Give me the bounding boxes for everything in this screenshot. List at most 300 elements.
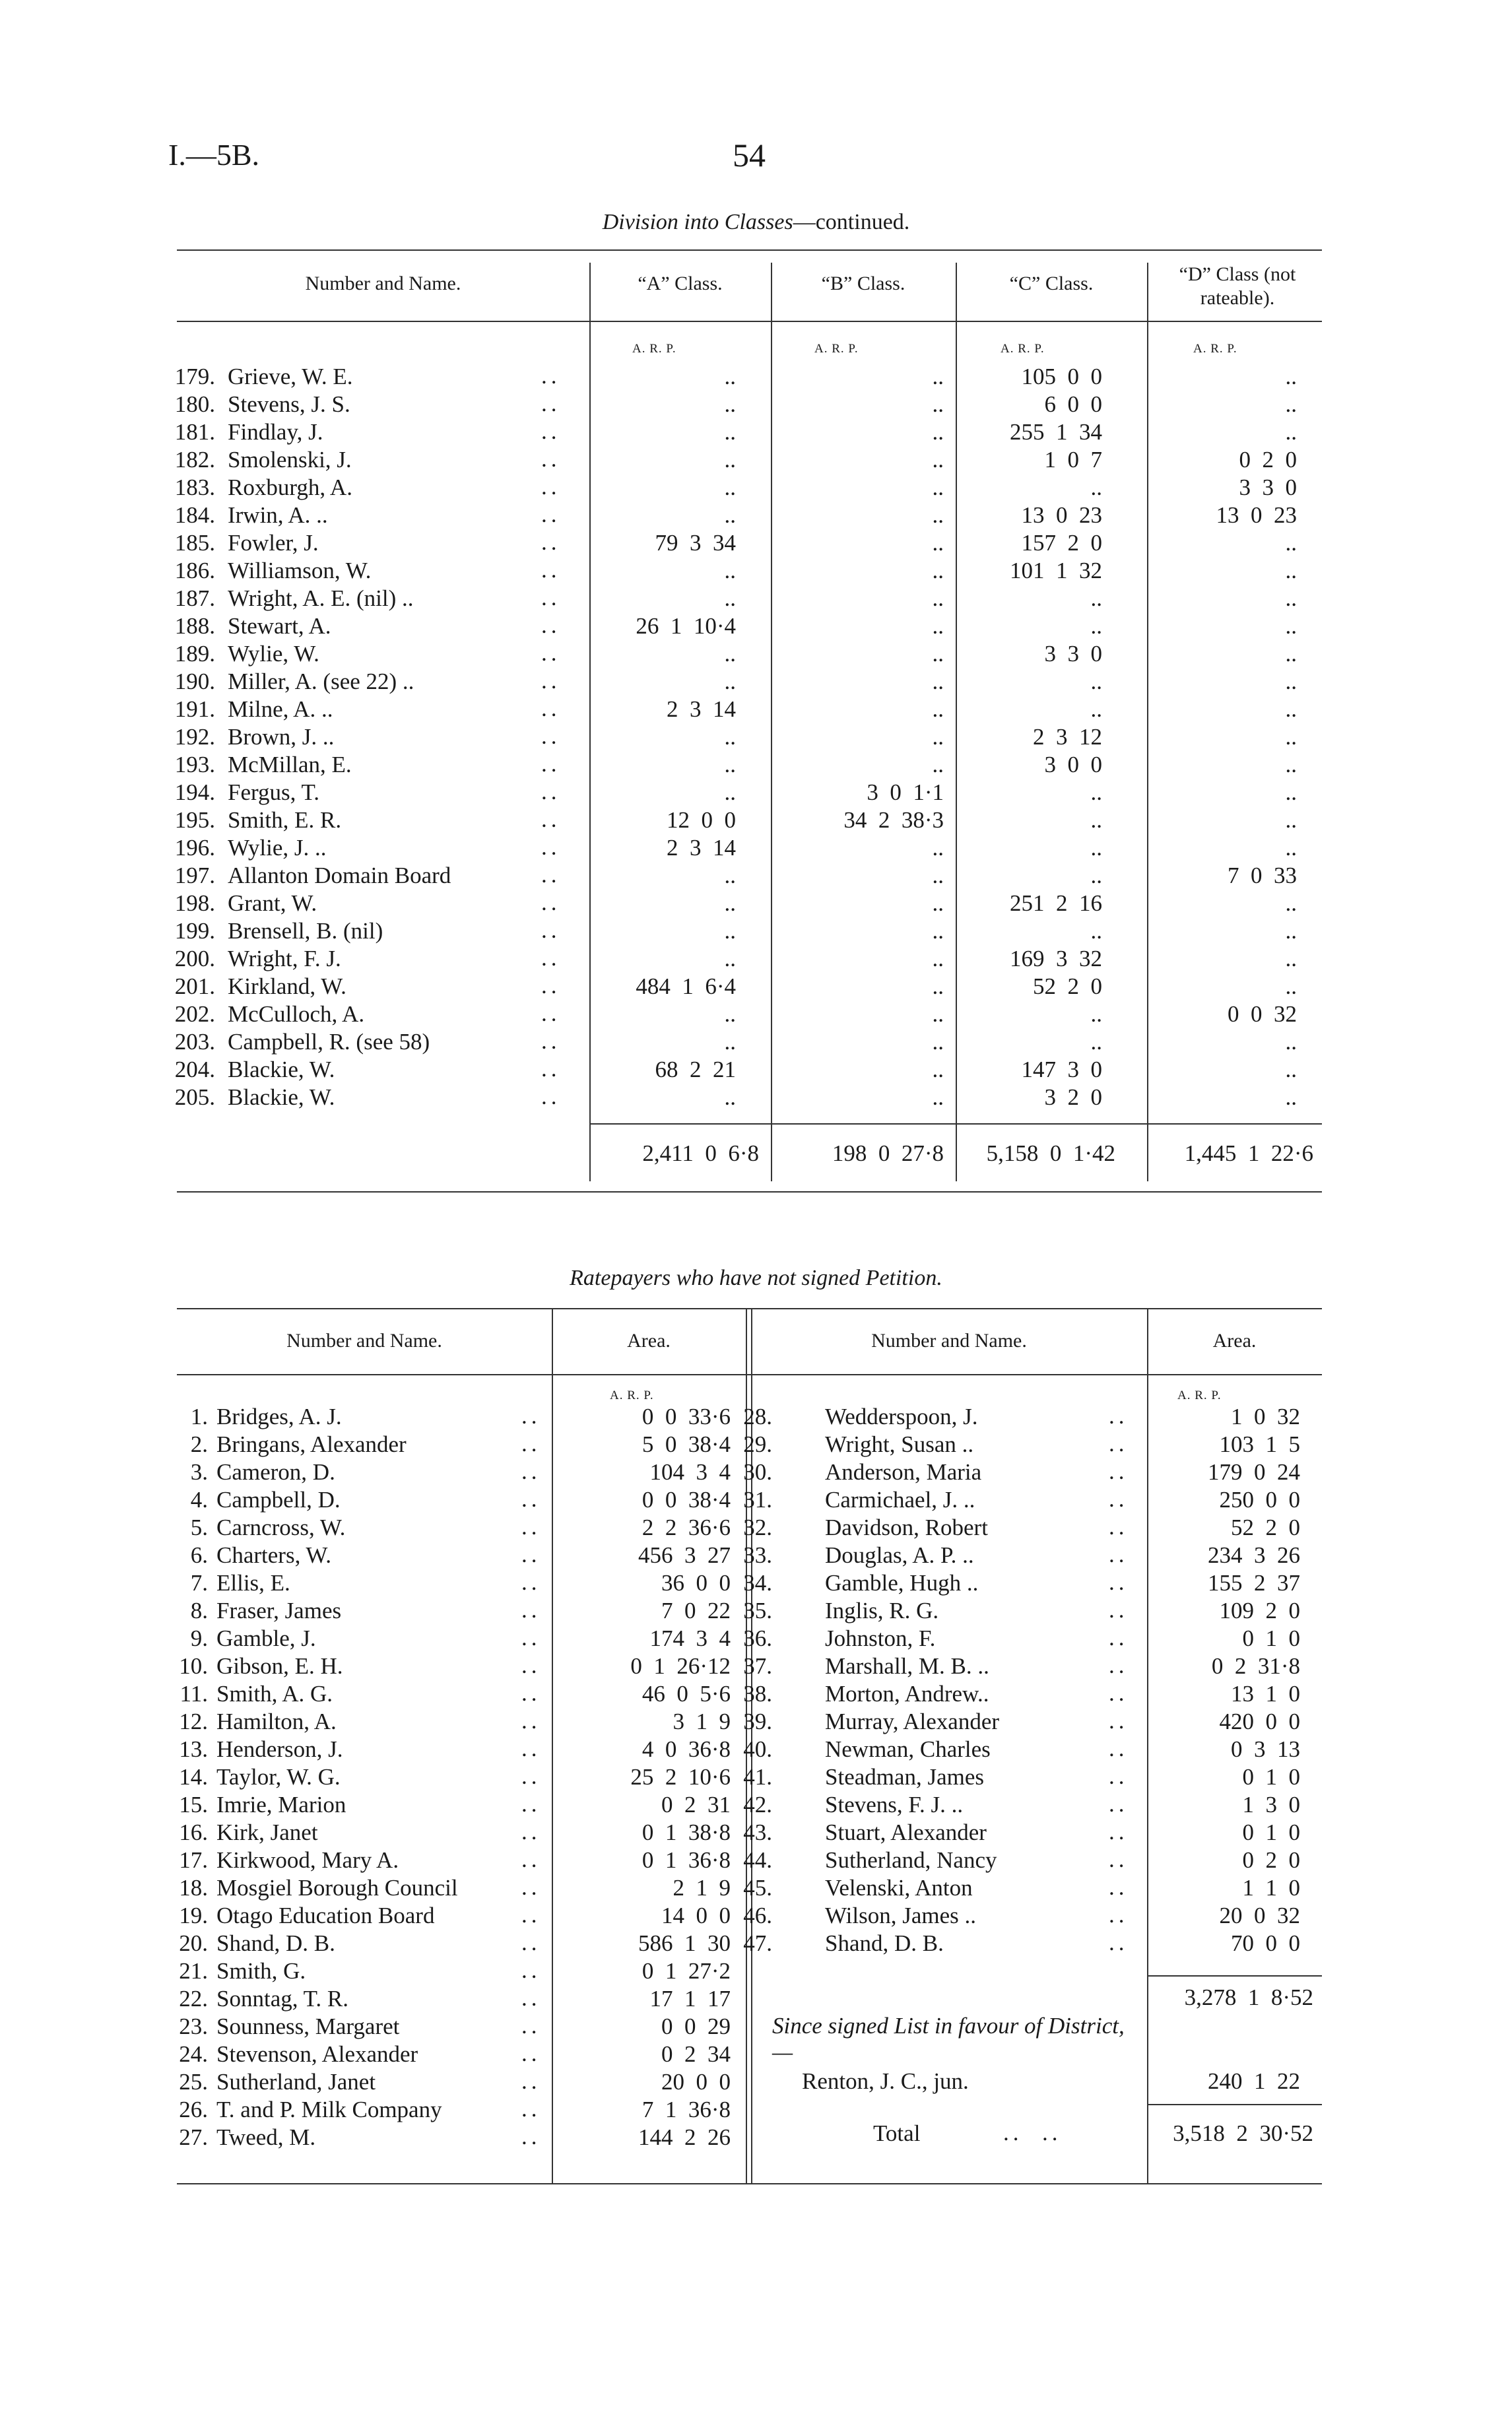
units-c: A. R. P. <box>1001 342 1045 356</box>
list-number: 32. <box>743 1515 772 1540</box>
list-number: 19. <box>179 1903 208 1928</box>
row-number: 202. <box>174 1001 215 1027</box>
a-class-area: .. <box>724 1084 736 1110</box>
list-number: 6. <box>190 1542 208 1568</box>
row-name: Williamson, W. <box>228 558 372 583</box>
row-name: Wylie, J. .. <box>228 835 327 861</box>
list-number: 23. <box>179 2014 208 2039</box>
list-area: 4 0 36·8 <box>641 1736 731 1762</box>
a-class-area: .. <box>724 863 736 888</box>
table2-col-area-left: Area. <box>627 1330 671 1352</box>
list-area: 0 2 34 <box>661 2041 731 2067</box>
row-number: 198. <box>174 890 215 916</box>
c-class-area: 147 3 0 <box>1021 1057 1102 1082</box>
list-area: 20 0 0 <box>661 2069 731 2095</box>
list-name: Carmichael, J. .. <box>825 1487 975 1513</box>
list-name: Anderson, Maria <box>825 1459 982 1485</box>
row-name: Smolenski, J. <box>228 447 352 473</box>
a-class-area: 484 1 6·4 <box>636 973 736 999</box>
a-class-area: .. <box>724 475 736 500</box>
list-area: 250 0 0 <box>1219 1487 1300 1513</box>
list-name: Stevenson, Alexander <box>216 2041 418 2067</box>
row-name: Brensell, B. (nil) <box>228 918 383 944</box>
c-class-area: .. <box>1090 779 1102 805</box>
list-area: 1 1 0 <box>1242 1875 1300 1901</box>
d-class-area: .. <box>1285 696 1297 722</box>
a-class-area: .. <box>724 502 736 528</box>
list-name: Davidson, Robert <box>825 1515 988 1540</box>
d-class-area: .. <box>1285 669 1297 694</box>
list-name: Newman, Charles <box>825 1736 991 1762</box>
list-area: 13 1 0 <box>1231 1681 1300 1707</box>
table1-col-d-class: “D” Class (not rateable). <box>1179 263 1296 309</box>
list-number: 41. <box>743 1764 772 1790</box>
total-label: Total <box>873 2120 921 2146</box>
list-area: 456 3 27 <box>638 1542 731 1568</box>
list-number: 31. <box>743 1487 772 1513</box>
a-class-area: 79 3 34 <box>655 530 736 556</box>
a-class-area: .. <box>724 391 736 417</box>
list-name: Inglis, R. G. <box>825 1598 939 1623</box>
list-number: 35. <box>743 1598 772 1623</box>
list-number: 7. <box>190 1570 208 1596</box>
row-name: Stewart, A. <box>228 613 331 639</box>
row-name: Fergus, T. <box>228 779 320 805</box>
list-number: 42. <box>743 1792 772 1818</box>
list-number: 44. <box>743 1847 772 1873</box>
a-class-area: .. <box>724 364 736 389</box>
row-name: Stevens, J. S. <box>228 391 350 417</box>
row-number: 192. <box>174 724 215 750</box>
c-class-area: .. <box>1090 863 1102 888</box>
a-class-area: 12 0 0 <box>667 807 736 833</box>
list-number: 45. <box>743 1875 772 1901</box>
list-area: 103 1 5 <box>1219 1431 1300 1457</box>
row-number: 204. <box>174 1057 215 1082</box>
list-number: 12. <box>179 1709 208 1734</box>
list-name: Kirk, Janet <box>216 1819 318 1845</box>
b-class-area: .. <box>932 752 944 777</box>
row-name: McMillan, E. <box>228 752 352 777</box>
list-area: 0 3 13 <box>1231 1736 1300 1762</box>
list-name: Smith, A. G. <box>216 1681 333 1707</box>
list-name: Wright, Susan .. <box>825 1431 974 1457</box>
list-name: Murray, Alexander <box>825 1709 1000 1734</box>
list-name: Ellis, E. <box>216 1570 290 1596</box>
list-number: 28. <box>743 1404 772 1429</box>
list-area: 109 2 0 <box>1219 1598 1300 1623</box>
total-d: 1,445 1 22·6 <box>1184 1140 1313 1166</box>
list-number: 26. <box>179 2097 208 2122</box>
row-name: Milne, A. .. <box>228 696 333 722</box>
table2-col-name-left: Number and Name. <box>286 1330 442 1352</box>
b-class-area: .. <box>932 364 944 389</box>
b-class-area: .. <box>932 973 944 999</box>
b-class-area: .. <box>932 863 944 888</box>
list-area: 0 2 0 <box>1242 1847 1300 1873</box>
list-number: 20. <box>179 1930 208 1956</box>
d-class-area: .. <box>1285 1084 1297 1110</box>
list-area: 174 3 4 <box>649 1625 731 1651</box>
total-a: 2,411 0 6·8 <box>642 1140 759 1166</box>
row-number: 195. <box>174 807 215 833</box>
list-area: 0 1 26·12 <box>630 1653 731 1679</box>
d-class-area: .. <box>1285 779 1297 805</box>
list-area: 104 3 4 <box>649 1459 731 1485</box>
list-area: 0 0 38·4 <box>641 1487 731 1513</box>
b-class-area: .. <box>932 1084 944 1110</box>
list-name: Gamble, J. <box>216 1625 316 1651</box>
list-area: 52 2 0 <box>1231 1515 1300 1540</box>
row-number: 194. <box>174 779 215 805</box>
d-class-area: 0 2 0 <box>1239 447 1297 473</box>
list-number: 4. <box>190 1487 208 1513</box>
list-number: 40. <box>743 1736 772 1762</box>
units-b: A. R. P. <box>814 342 859 356</box>
b-class-area: .. <box>932 1001 944 1027</box>
c-class-area: .. <box>1090 918 1102 944</box>
grand-total: 3,518 2 30·52 <box>1173 2120 1313 2146</box>
list-number: 11. <box>180 1681 208 1707</box>
list-area: 7 1 36·8 <box>641 2097 731 2122</box>
c-class-area: .. <box>1090 613 1102 639</box>
c-class-area: .. <box>1090 835 1102 861</box>
row-name: Wright, A. E. (nil) .. <box>228 585 414 611</box>
row-number: 189. <box>174 641 215 667</box>
list-area: 0 1 0 <box>1242 1819 1300 1845</box>
list-area: 17 1 17 <box>649 1986 731 2012</box>
b-class-area: .. <box>932 890 944 916</box>
a-class-area: .. <box>724 779 736 805</box>
row-name: Smith, E. R. <box>228 807 342 833</box>
row-number: 196. <box>174 835 215 861</box>
b-class-area: .. <box>932 918 944 944</box>
row-number: 188. <box>174 613 215 639</box>
a-class-area: .. <box>724 669 736 694</box>
list-area: 25 2 10·6 <box>630 1764 731 1790</box>
a-class-area: .. <box>724 918 736 944</box>
c-class-area: 251 2 16 <box>1010 890 1102 916</box>
c-class-area: 6 0 0 <box>1044 391 1102 417</box>
b-class-area: .. <box>932 1057 944 1082</box>
list-name: Shand, D. B. <box>825 1930 944 1956</box>
d-class-area: .. <box>1285 530 1297 556</box>
d-class-area: .. <box>1285 613 1297 639</box>
list-name: Sonntag, T. R. <box>216 1986 348 2012</box>
table2-col-area-right: Area. <box>1212 1330 1257 1352</box>
a-class-area: 26 1 10·4 <box>636 613 736 639</box>
c-class-area: .. <box>1090 475 1102 500</box>
list-name: Hamilton, A. <box>216 1709 337 1734</box>
renton-area: 240 1 22 <box>1208 2068 1300 2094</box>
d-class-area: .. <box>1285 419 1297 445</box>
list-number: 15. <box>179 1792 208 1818</box>
a-class-area: .. <box>724 1029 736 1055</box>
document-reference: I.—5B. <box>168 138 259 172</box>
b-class-area: .. <box>932 696 944 722</box>
list-area: 7 0 22 <box>661 1598 731 1623</box>
list-area: 420 0 0 <box>1219 1709 1300 1734</box>
units-left: A. R. P. <box>610 1389 654 1402</box>
b-class-area: .. <box>932 475 944 500</box>
row-name: Brown, J. .. <box>228 724 335 750</box>
list-number: 38. <box>743 1681 772 1707</box>
list-name: Wilson, James .. <box>825 1903 976 1928</box>
c-class-area: 255 1 34 <box>1010 419 1102 445</box>
row-number: 200. <box>174 946 215 971</box>
units-d: A. R. P. <box>1193 342 1237 356</box>
list-number: 13. <box>179 1736 208 1762</box>
a-class-area: 68 2 21 <box>655 1057 736 1082</box>
list-name: Morton, Andrew.. <box>825 1681 989 1707</box>
d-class-area: .. <box>1285 558 1297 583</box>
list-name: Stevens, F. J. .. <box>825 1792 964 1818</box>
b-class-area: 34 2 38·3 <box>843 807 944 833</box>
list-area: 0 1 38·8 <box>641 1819 731 1845</box>
b-class-area: .. <box>932 502 944 528</box>
a-class-area: .. <box>724 585 736 611</box>
row-name: Campbell, R. (see 58) <box>228 1029 430 1055</box>
d-class-area: 0 0 32 <box>1228 1001 1297 1027</box>
list-name: Sutherland, Janet <box>216 2069 376 2095</box>
list-name: Douglas, A. P. .. <box>825 1542 974 1568</box>
b-class-area: .. <box>932 669 944 694</box>
list-area: 1 3 0 <box>1242 1792 1300 1818</box>
row-number: 191. <box>174 696 215 722</box>
row-number: 179. <box>174 364 215 389</box>
list-area: 0 1 0 <box>1242 1764 1300 1790</box>
row-name: Grieve, W. E. <box>228 364 353 389</box>
list-number: 9. <box>190 1625 208 1651</box>
d-class-area: .. <box>1285 1057 1297 1082</box>
b-class-area: .. <box>932 558 944 583</box>
b-class-area: 3 0 1·1 <box>867 779 944 805</box>
list-name: Cameron, D. <box>216 1459 335 1485</box>
list-name: Fraser, James <box>216 1598 342 1623</box>
list-area: 0 0 29 <box>661 2014 731 2039</box>
list-number: 47. <box>743 1930 772 1956</box>
table1-col-a-class: “A” Class. <box>638 273 723 294</box>
list-number: 18. <box>179 1875 208 1901</box>
table1-col-number-name: Number and Name. <box>305 273 461 294</box>
list-area: 0 1 36·8 <box>641 1847 731 1873</box>
b-class-area: .. <box>932 724 944 750</box>
b-class-area: .. <box>932 419 944 445</box>
list-number: 33. <box>743 1542 772 1568</box>
units-a: A. R. P. <box>632 342 676 356</box>
list-number: 36. <box>743 1625 772 1651</box>
b-class-area: .. <box>932 391 944 417</box>
b-class-area: .. <box>932 447 944 473</box>
list-area: 3 1 9 <box>673 1709 731 1734</box>
list-name: Carncross, W. <box>216 1515 346 1540</box>
c-class-area: .. <box>1090 585 1102 611</box>
d-class-area: .. <box>1285 585 1297 611</box>
a-class-area: .. <box>724 641 736 667</box>
row-number: 181. <box>174 419 215 445</box>
list-number: 24. <box>179 2041 208 2067</box>
row-number: 180. <box>174 391 215 417</box>
list-area: 70 0 0 <box>1231 1930 1300 1956</box>
row-number: 203. <box>174 1029 215 1055</box>
d-class-area: .. <box>1285 391 1297 417</box>
since-signed-note: Since signed List in favour of District,— <box>772 2013 1125 2065</box>
list-area: 0 1 0 <box>1242 1625 1300 1651</box>
list-name: Campbell, D. <box>216 1487 341 1513</box>
row-name: Miller, A. (see 22) .. <box>228 669 414 694</box>
c-class-area: .. <box>1090 696 1102 722</box>
total-c: 5,158 0 1·42 <box>986 1140 1115 1166</box>
row-name: Wylie, W. <box>228 641 319 667</box>
row-name: Blackie, W. <box>228 1084 335 1110</box>
row-number: 187. <box>174 585 215 611</box>
list-number: 3. <box>190 1459 208 1485</box>
list-number: 8. <box>190 1598 208 1623</box>
list-name: Mosgiel Borough Council <box>216 1875 458 1901</box>
list-name: Marshall, M. B. .. <box>825 1653 989 1679</box>
table2-caption: Ratepayers who have not signed Petition. <box>570 1266 942 1290</box>
b-class-area: .. <box>932 585 944 611</box>
table1-col-b-class: “B” Class. <box>821 273 905 294</box>
d-class-area: .. <box>1285 918 1297 944</box>
list-area: 234 3 26 <box>1208 1542 1300 1568</box>
b-class-area: .. <box>932 613 944 639</box>
list-name: Charters, W. <box>216 1542 332 1568</box>
list-area: 36 0 0 <box>661 1570 731 1596</box>
row-number: 185. <box>174 530 215 556</box>
list-number: 29. <box>743 1431 772 1457</box>
row-number: 186. <box>174 558 215 583</box>
list-name: Steadman, James <box>825 1764 985 1790</box>
row-name: Grant, W. <box>228 890 317 916</box>
row-number: 182. <box>174 447 215 473</box>
d-class-area: .. <box>1285 835 1297 861</box>
list-area: 0 0 33·6 <box>641 1404 731 1429</box>
table1-col-c-class: “C” Class. <box>1009 273 1094 294</box>
list-name: Gamble, Hugh .. <box>825 1570 979 1596</box>
row-number: 190. <box>174 669 215 694</box>
list-name: Johnston, F. <box>825 1625 936 1651</box>
list-name: Velenski, Anton <box>825 1875 973 1901</box>
a-class-area: .. <box>724 447 736 473</box>
table2-col-name-right: Number and Name. <box>871 1330 1027 1352</box>
list-area: 20 0 32 <box>1219 1903 1300 1928</box>
c-class-area: 3 2 0 <box>1044 1084 1102 1110</box>
list-area: 2 2 36·6 <box>641 1515 731 1540</box>
c-class-area: 2 3 12 <box>1033 724 1102 750</box>
list-area: 14 0 0 <box>661 1903 731 1928</box>
row-name: Kirkland, W. <box>228 973 346 999</box>
list-number: 37. <box>743 1653 772 1679</box>
list-number: 22. <box>179 1986 208 2012</box>
row-name: Blackie, W. <box>228 1057 335 1082</box>
row-number: 199. <box>174 918 215 944</box>
a-class-area: .. <box>724 558 736 583</box>
c-class-area: 105 0 0 <box>1021 364 1102 389</box>
subtotal: 3,278 1 8·52 <box>1184 1984 1313 2010</box>
b-class-area: .. <box>932 946 944 971</box>
b-class-area: .. <box>932 835 944 861</box>
list-number: 30. <box>743 1459 772 1485</box>
a-class-area: .. <box>724 724 736 750</box>
c-class-area: 52 2 0 <box>1033 973 1102 999</box>
row-name: Roxburgh, A. <box>228 475 352 500</box>
c-class-area: .. <box>1090 669 1102 694</box>
units-right: A. R. P. <box>1177 1389 1222 1402</box>
list-area: 179 0 24 <box>1208 1459 1300 1485</box>
list-number: 34. <box>743 1570 772 1596</box>
list-number: 14. <box>179 1764 208 1790</box>
list-number: 27. <box>179 2124 208 2150</box>
list-area: 46 0 5·6 <box>641 1681 731 1707</box>
list-number: 1. <box>190 1404 208 1429</box>
list-name: Bridges, A. J. <box>216 1404 342 1429</box>
row-name: Fowler, J. <box>228 530 319 556</box>
row-number: 183. <box>174 475 215 500</box>
list-name: Gibson, E. H. <box>216 1653 343 1679</box>
row-number: 193. <box>174 752 215 777</box>
total-b: 198 0 27·8 <box>832 1140 944 1166</box>
list-number: 16. <box>179 1819 208 1845</box>
list-name: Sounness, Margaret <box>216 2014 400 2039</box>
list-area: 155 2 37 <box>1208 1570 1300 1596</box>
c-class-area: .. <box>1090 807 1102 833</box>
b-class-area: .. <box>932 530 944 556</box>
list-name: Stuart, Alexander <box>825 1819 987 1845</box>
list-number: 10. <box>179 1653 208 1679</box>
d-class-area: .. <box>1285 1029 1297 1055</box>
list-name: Wedderspoon, J. <box>825 1404 978 1429</box>
list-name: Shand, D. B. <box>216 1930 335 1956</box>
d-class-area: .. <box>1285 807 1297 833</box>
c-class-area: 169 3 32 <box>1010 946 1102 971</box>
c-class-area: 13 0 23 <box>1021 502 1102 528</box>
list-area: 586 1 30 <box>638 1930 731 1956</box>
d-class-area: .. <box>1285 946 1297 971</box>
list-name: Otago Education Board <box>216 1903 435 1928</box>
list-number: 21. <box>179 1958 208 1984</box>
d-class-area: 7 0 33 <box>1228 863 1297 888</box>
a-class-area: .. <box>724 752 736 777</box>
d-class-area: .. <box>1285 724 1297 750</box>
a-class-area: .. <box>724 419 736 445</box>
a-class-area: .. <box>724 946 736 971</box>
list-number: 2. <box>190 1431 208 1457</box>
list-area: 0 2 31 <box>661 1792 731 1818</box>
d-class-area: .. <box>1285 973 1297 999</box>
row-name: Wright, F. J. <box>228 946 341 971</box>
b-class-area: .. <box>932 641 944 667</box>
c-class-area: 3 0 0 <box>1044 752 1102 777</box>
d-class-area: 3 3 0 <box>1239 475 1297 500</box>
c-class-area: 1 0 7 <box>1044 447 1102 473</box>
list-area: 144 2 26 <box>638 2124 731 2150</box>
c-class-area: 3 3 0 <box>1044 641 1102 667</box>
b-class-area: .. <box>932 1029 944 1055</box>
list-name: Henderson, J. <box>216 1736 343 1762</box>
d-class-area: .. <box>1285 752 1297 777</box>
row-name: Findlay, J. <box>228 419 323 445</box>
list-number: 43. <box>743 1819 772 1845</box>
a-class-area: 2 3 14 <box>667 835 736 861</box>
list-name: Bringans, Alexander <box>216 1431 407 1457</box>
table1-caption: Division into Classes—continued. <box>602 210 910 234</box>
list-number: 39. <box>743 1709 772 1734</box>
a-class-area: .. <box>724 890 736 916</box>
d-class-area: .. <box>1285 641 1297 667</box>
list-number: 5. <box>190 1515 208 1540</box>
list-area: 1 0 32 <box>1231 1404 1300 1429</box>
